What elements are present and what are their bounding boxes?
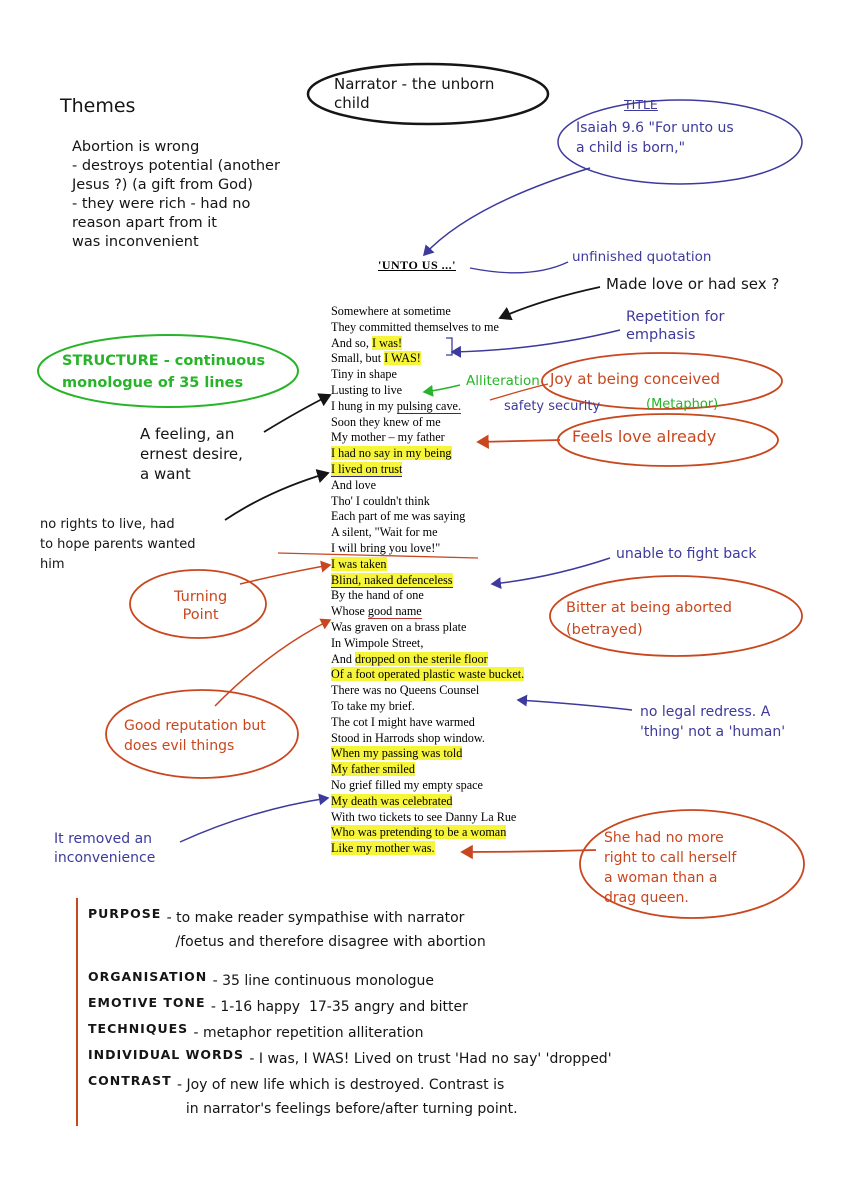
poem-title: 'UNTO US ...' <box>378 258 456 272</box>
summary-row <box>88 1021 424 1045</box>
poem-line-text: My mother – my father <box>331 430 445 445</box>
annotation-joy: Joy at being conceived <box>550 370 721 388</box>
poem-line-text: To take my brief. <box>331 698 415 713</box>
poem-line <box>331 731 524 747</box>
poem-line <box>331 667 524 683</box>
poem-line <box>331 462 524 478</box>
title-note-label: TITLE <box>624 97 658 112</box>
annotation-safety: safety security <box>504 399 601 414</box>
annotation-turning: Turning Point <box>174 589 228 623</box>
title-note-body: Isaiah 9.6 "For unto us a child is born," <box>576 120 734 156</box>
summary-row <box>88 906 486 954</box>
poem-line-text: There was no Queens Counsel <box>331 683 480 698</box>
summary-row <box>88 1047 612 1071</box>
annotation-alliteration: Alliteration <box>466 373 540 389</box>
poem-line-text: Stood in Harrods shop window. <box>331 730 485 745</box>
poem-line <box>331 715 524 731</box>
poem-line-text: Soon they knew of me <box>331 414 441 429</box>
narrator-note: Narrator - the unborn child <box>334 75 495 112</box>
summary-text: - 1-16 happy 17-35 angry and bitter <box>210 999 468 1015</box>
poem-line-text: I hung in my pulsing cave. <box>331 398 461 413</box>
poem-line <box>331 636 524 652</box>
poem-line-text: Tho' I couldn't think <box>331 493 430 508</box>
poem-line-text: Was graven on a brass plate <box>331 619 467 634</box>
poem-line <box>331 794 524 810</box>
annotation-good-rep: Good reputation but does evil things <box>124 718 266 754</box>
poem-line <box>331 304 524 320</box>
poem-line <box>331 430 524 446</box>
poem-line <box>331 541 524 557</box>
annotation-no-legal: no legal redress. A 'thing' not a 'human' <box>640 704 786 740</box>
poem-line-text: I had no say in my being <box>331 446 452 461</box>
summary-text: - 35 line continuous monologue <box>212 973 435 989</box>
poem-line-text: Small, but I WAS! <box>331 351 421 366</box>
poem-line <box>331 478 524 494</box>
themes-body: Abortion is wrong - destroys potential (another Jesus ?) (a gift from God) - they were rich - had no reason apart from it was inconvenient <box>72 139 280 250</box>
poem-line <box>331 762 524 778</box>
poem-line <box>331 683 524 699</box>
annotation-removed: It removed an inconvenience <box>54 831 156 866</box>
poem-line-text: No grief filled my empty space <box>331 777 483 792</box>
summary-label: EMOTIVE TONE <box>88 995 211 1010</box>
poem-line-text: I lived on trust <box>331 461 403 476</box>
poem-line <box>331 604 524 620</box>
annotation-feeling: A feeling, an ernest desire, a want <box>140 425 243 483</box>
poem-line <box>331 810 524 826</box>
poem-line-text: Somewhere at sometime <box>331 304 451 318</box>
poem-line <box>331 509 524 525</box>
poem-line-text: A silent, "Wait for me <box>331 525 438 540</box>
poem-line-text: And love <box>331 477 377 492</box>
poem-line-text: My death was celebrated <box>331 793 453 808</box>
poem-line-text: Of a foot operated plastic waste bucket. <box>331 667 525 682</box>
poem-line-text: Tiny in shape <box>331 367 397 382</box>
poem-line-text: I was taken <box>331 556 387 571</box>
annotation-metaphor: (Metaphor) <box>646 397 719 412</box>
summary-label: INDIVIDUAL WORDS <box>88 1047 250 1062</box>
poem-line-text: Lusting to live <box>331 382 403 397</box>
poem-line-text: Who was pretending to be a woman <box>331 825 507 840</box>
poem-line-text: Blind, naked defenceless <box>331 572 453 587</box>
poem-line <box>331 573 524 589</box>
poem-line-text: When my passing was told <box>331 746 463 761</box>
summary-text: - to make reader sympathise with narrator /foetus and therefore disagree with abortion <box>166 910 486 950</box>
annotation-repetition: Repetition for emphasis <box>626 309 725 343</box>
poem-line-text: Whose good name <box>331 604 422 619</box>
poem-line-text: My father smiled <box>331 762 415 777</box>
annotation-structure: STRUCTURE - continuous monologue of 35 lines <box>62 353 266 391</box>
poem-line <box>331 699 524 715</box>
poem-line <box>331 746 524 762</box>
summary-text: - I was, I WAS! Lived on trust 'Had no say' 'dropped' <box>249 1051 612 1067</box>
poem-line-text: Like my mother was. <box>331 841 435 856</box>
poem-line-text: In Wimpole Street, <box>331 635 424 650</box>
poem-line-text: The cot I might have warmed <box>331 714 475 729</box>
annotation-unfinished: unfinished quotation <box>572 249 712 265</box>
annotation-made-love: Made love or had sex ? <box>606 275 780 293</box>
summary-label: ORGANISATION <box>88 969 213 984</box>
poem-line <box>331 494 524 510</box>
poem-line-text: And dropped on the sterile floor <box>331 651 488 666</box>
poem-line <box>331 620 524 636</box>
poem-line <box>331 778 524 794</box>
poem-line <box>331 415 524 431</box>
summary-row <box>88 969 434 993</box>
poem-line-text: I will bring you love!" <box>331 540 441 555</box>
poem-line-text: With two tickets to see Danny La Rue <box>331 809 517 824</box>
summary-label: PURPOSE <box>88 906 167 921</box>
summary-row <box>88 995 468 1019</box>
summary-divider <box>76 898 78 1126</box>
summary-text: - Joy of new life which is destroyed. Contrast is in narrator's feelings before/after turning point. <box>176 1077 518 1117</box>
poem-line <box>331 351 524 367</box>
annotation-she-had: She had no more right to call herself a woman than a drag queen. <box>604 830 737 906</box>
annotation-feels-love: Feels love already <box>572 427 717 446</box>
themes-heading: Themes <box>60 95 136 117</box>
poem-line <box>331 825 524 841</box>
summary-label: CONTRAST <box>88 1073 177 1088</box>
poem-line-text: By the hand of one <box>331 588 424 603</box>
poem-line <box>331 399 524 415</box>
poem-line <box>331 336 524 352</box>
poem-line <box>331 557 524 573</box>
annotation-bitter: Bitter at being aborted (betrayed) <box>566 600 732 638</box>
poem-line <box>331 320 524 336</box>
poem-line-text: Each part of me was saying <box>331 509 466 524</box>
summary-row <box>88 1073 518 1121</box>
poem-line-text: And so, I was! <box>331 335 403 350</box>
summary-label: TECHNIQUES <box>88 1021 194 1036</box>
poem-line <box>331 446 524 462</box>
poem-line <box>331 652 524 668</box>
summary-text: - metaphor repetition alliteration <box>193 1025 424 1041</box>
annotation-unable: unable to fight back <box>616 546 757 562</box>
poem-line-text: They committed themselves to me <box>331 319 499 334</box>
poem-line <box>331 588 524 604</box>
annotation-no-rights: no rights to live, had to hope parents wanted him <box>40 517 196 572</box>
poem-line <box>331 525 524 541</box>
poem-line <box>331 841 524 857</box>
